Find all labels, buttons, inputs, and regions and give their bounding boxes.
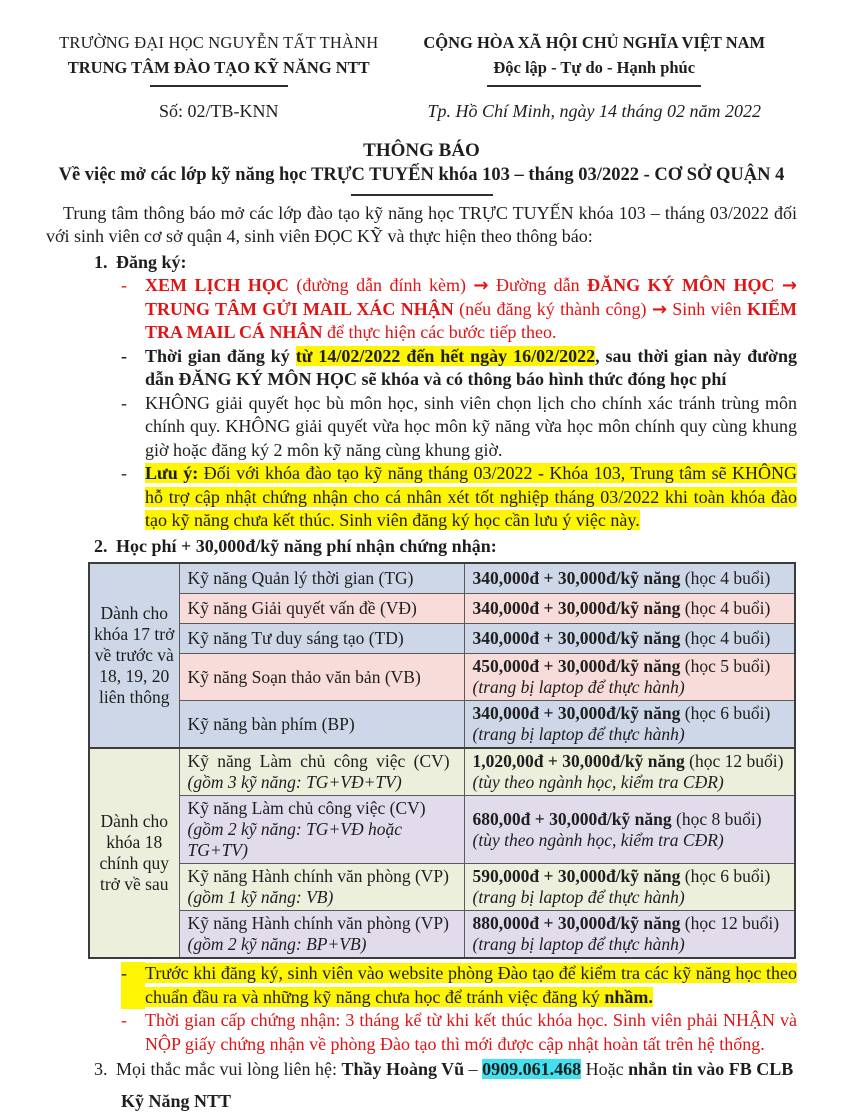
- skill-sub: (gồm 2 kỹ năng: TG+VĐ hoặc TG+TV): [188, 819, 456, 861]
- fee-cell: 340,000đ + 30,000đ/kỹ năng (học 6 buổi) (trang bị laptop để thực hành): [464, 701, 795, 749]
- header-left-block: [46, 30, 391, 87]
- note-certificate-time: [121, 1009, 797, 1056]
- bullet-registration-steps: [121, 274, 797, 345]
- skill-cell: Kỹ năng Soạn thảo văn bản (VB): [179, 654, 464, 701]
- fee-note: (trang bị laptop để thực hành): [473, 934, 787, 955]
- bullet-dash: -: [121, 392, 145, 463]
- bullet-dash: -: [121, 462, 145, 533]
- note-check-skills-text: [145, 962, 797, 1009]
- bullet-dash: -: [121, 1009, 145, 1056]
- national-motto-line1: CỘNG HÒA XÃ HỘI CHỦ NGHĨA VIỆT NAM: [391, 30, 797, 55]
- table-row: [89, 654, 795, 701]
- fee-note: (tùy theo ngành học, kiểm tra CĐR): [473, 772, 787, 793]
- arrow-icon: →: [652, 299, 667, 320]
- table-row: [89, 563, 795, 594]
- skill-cell: Kỹ năng Làm chủ công việc (CV) (gồm 3 kỹ năng: TG+VĐ+TV): [179, 748, 464, 796]
- section-2-title: Học phí + 30,000đ/kỹ năng phí nhận chứng nhận:: [116, 536, 497, 556]
- intro-paragraph: Trung tâm thông báo mở các lớp đào tạo kỹ năng học TRỰC TUYẾN khóa 103 – tháng 03/2022 đối với sinh viên cơ sở quận 4, sinh viên ĐỌC KỸ và thực hiện theo thông báo:: [46, 202, 797, 249]
- doc-subtitle: Về việc mở các lớp kỹ năng học TRỰC TUYẾN khóa 103 – tháng 03/2022 - CƠ SỞ QUẬN 4: [46, 163, 797, 188]
- table-row: [89, 796, 795, 864]
- fee-cell: 880,000đ + 30,000đ/kỹ năng (học 12 buổi) (trang bị laptop để thực hành): [464, 911, 795, 959]
- fee-cell: 1,020,00đ + 30,000đ/kỹ năng (học 12 buổi) (tùy theo ngành học, kiểm tra CĐR): [464, 748, 795, 796]
- doc-number: Số: 02/TB-KNN: [46, 100, 391, 124]
- bullet-note-certificate: [121, 462, 797, 533]
- table-row: [89, 701, 795, 749]
- bullet-no-makeup-classes: [121, 392, 797, 463]
- note-check-skills: [121, 962, 797, 1009]
- table-row: [89, 911, 795, 959]
- center-name: TRUNG TÂM ĐÀO TẠO KỸ NĂNG NTT: [46, 55, 391, 80]
- registration-steps-text: XEM LỊCH HỌC (đường dẫn đính kèm) → Đường dẫn ĐĂNG KÝ MÔN HỌC → TRUNG TÂM GỬI MAIL XÁC NHẬN (nếu đăng ký thành công) → Sinh viên KIỂM TRA MAIL CÁ NHÂN để thực hiện các bước tiếp theo.: [145, 274, 797, 345]
- highlighted-dates: từ 14/02/2022 đến hết ngày 16/02/2022: [296, 346, 595, 366]
- contact-line2: Kỹ Năng NTT: [121, 1090, 797, 1113]
- skill-cell: Kỹ năng Quản lý thời gian (TG): [179, 563, 464, 594]
- highlighted-note: Trước khi đăng ký, sinh viên vào website phòng Đào tạo để kiểm tra các kỹ năng học theo chuẩn đầu ra và những kỹ năng chưa học để tránh việc đăng ký nhầm.: [145, 963, 797, 1007]
- contact-name: Thầy Hoàng Vũ: [341, 1059, 464, 1079]
- fee-cell: 590,000đ + 30,000đ/kỹ năng (học 6 buổi) (trang bị laptop để thực hành): [464, 864, 795, 911]
- bullet-registration-period: [121, 345, 797, 392]
- section-1-heading: [94, 251, 797, 275]
- fee-cell: 340,000đ + 30,000đ/kỹ năng (học 4 buổi): [464, 563, 795, 594]
- section-2-heading: [94, 535, 797, 559]
- fee-table: [88, 562, 796, 959]
- place-date: Tp. Hồ Chí Minh, ngày 14 tháng 02 năm 2022: [391, 100, 797, 124]
- title-block: [46, 139, 797, 196]
- table-row: [89, 624, 795, 654]
- skill-cell: Kỹ năng Giải quyết vấn đề (VĐ): [179, 594, 464, 624]
- skill-sub: (gồm 3 kỹ năng: TG+VĐ+TV): [188, 772, 456, 793]
- fee-note: (tùy theo ngành học, kiểm tra CĐR): [473, 830, 787, 851]
- skill-sub: (gồm 1 kỹ năng: VB): [188, 887, 456, 908]
- section-1-number: 1.: [94, 251, 116, 275]
- fee-cell: 340,000đ + 30,000đ/kỹ năng (học 4 buổi): [464, 594, 795, 624]
- fee-cell: 340,000đ + 30,000đ/kỹ năng (học 4 buổi): [464, 624, 795, 654]
- document-header: [46, 30, 797, 87]
- arrow-icon: →: [473, 275, 488, 296]
- university-name: TRƯỜNG ĐẠI HỌC NGUYỄN TẤT THÀNH: [46, 30, 391, 55]
- fee-note: (trang bị laptop để thực hành): [473, 677, 787, 698]
- header-right-block: [391, 30, 797, 87]
- note-certificate-time-text: Thời gian cấp chứng nhận: 3 tháng kể từ khi kết thúc khóa học. Sinh viên phải NHẬN và NỘP giấy chứng nhận về phòng Đào tạo thì mới được cập nhật hoàn tất trên hệ thống.: [145, 1009, 797, 1056]
- fee-note: (trang bị laptop để thực hành): [473, 887, 787, 908]
- skill-cell: Kỹ năng bàn phím (BP): [179, 701, 464, 749]
- doc-title: THÔNG BÁO: [46, 139, 797, 163]
- group-label-cell: Dành cho khóa 17 trở về trước và 18, 19, 20 liên thông: [89, 563, 179, 748]
- section-1-title: Đăng ký:: [116, 252, 187, 272]
- fee-note: (trang bị laptop để thực hành): [473, 724, 787, 745]
- contact-line: 3. Mọi thắc mắc vui lòng liên hệ: Thầy Hoàng Vũ – 0909.061.468 Hoặc nhắn tin vào FB CLB: [94, 1058, 797, 1082]
- skill-cell: Kỹ năng Tư duy sáng tạo (TD): [179, 624, 464, 654]
- section-3-number: 3.: [94, 1058, 116, 1082]
- bullet-dash: -: [121, 345, 145, 392]
- header-rule-left: [150, 85, 288, 87]
- bullet-dash: -: [121, 274, 145, 345]
- registration-period-text: Thời gian đăng ký từ 14/02/2022 đến hết ngày 16/02/2022, sau thời gian này đường dẫn ĐĂNG KÝ MÔN HỌC sẽ khóa và có thông báo hình thức đóng học phí: [145, 345, 797, 392]
- table-row: [89, 748, 795, 796]
- table-row: [89, 594, 795, 624]
- skill-sub: (gồm 2 kỹ năng: BP+VB): [188, 934, 456, 955]
- skill-cell: Kỹ năng Hành chính văn phòng (VP) (gồm 1 kỹ năng: VB): [179, 864, 464, 911]
- highlighted-note: Lưu ý: Đối với khóa đào tạo kỹ năng tháng 03/2022 - Khóa 103, Trung tâm sẽ KHÔNG hỗ trợ cập nhật chứng nhận cho cá nhân xét tốt nghiệp tháng 03/2022 khi toàn khóa đào tạo kỹ năng chưa kết thúc. Sinh viên đăng ký học cần lưu ý việc này.: [145, 463, 797, 530]
- title-rule: [351, 194, 493, 196]
- section-2-number: 2.: [94, 535, 116, 559]
- national-motto-line2: Độc lập - Tự do - Hạnh phúc: [391, 55, 797, 80]
- group-label-cell: Dành cho khóa 18 chính quy trở về sau: [89, 748, 179, 958]
- fee-cell: 680,00đ + 30,000đ/kỹ năng (học 8 buổi) (tùy theo ngành học, kiểm tra CĐR): [464, 796, 795, 864]
- no-makeup-classes-text: KHÔNG giải quyết học bù môn học, sinh viên chọn lịch cho chính xác tránh trùng môn chính quy. KHÔNG giải quyết vừa học môn kỹ năng vừa học môn chính quy cùng khung giờ hoặc đăng ký 2 môn kỹ năng cùng khung giờ.: [145, 392, 797, 463]
- skill-cell: Kỹ năng Làm chủ công việc (CV) (gồm 2 kỹ năng: TG+VĐ hoặc TG+TV): [179, 796, 464, 864]
- skill-cell: Kỹ năng Hành chính văn phòng (VP) (gồm 2 kỹ năng: BP+VB): [179, 911, 464, 959]
- arrow-icon: →: [782, 275, 797, 296]
- note-certificate-text: [145, 462, 797, 533]
- table-row: [89, 864, 795, 911]
- contact-phone: 0909.061.468: [482, 1059, 581, 1079]
- header-rule-right: [487, 85, 701, 87]
- doc-meta-row: [46, 100, 797, 124]
- bullet-dash: -: [121, 962, 145, 1009]
- fee-cell: 450,000đ + 30,000đ/kỹ năng (học 5 buổi) (trang bị laptop để thực hành): [464, 654, 795, 701]
